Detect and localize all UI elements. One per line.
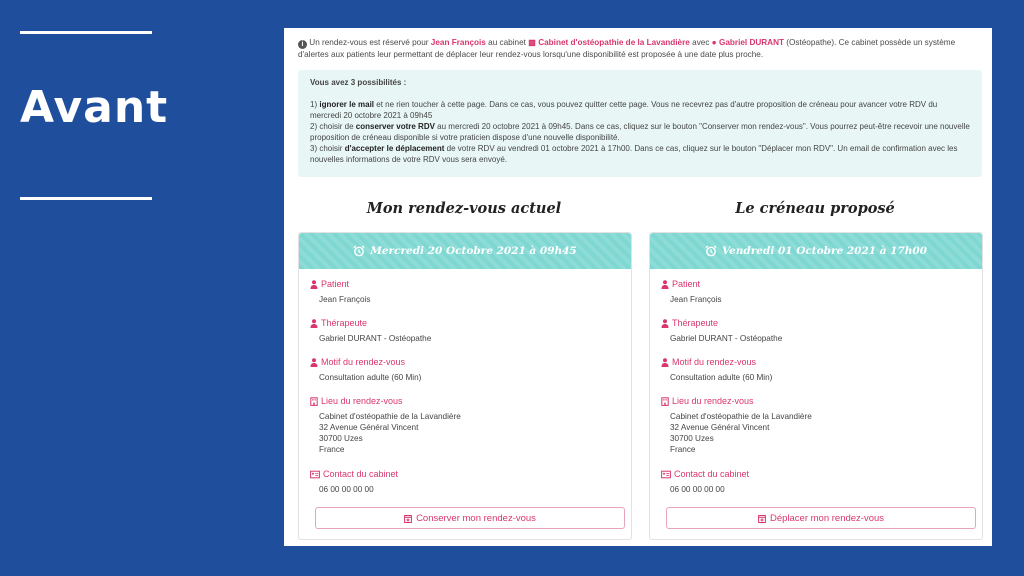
slide-title: Avant <box>20 82 169 133</box>
choice-keyword: conserver votre RDV <box>355 122 435 131</box>
info-icon: i <box>298 40 307 49</box>
move-appointment-button[interactable] <box>666 507 976 529</box>
contact-label: Contact du cabinet <box>674 469 750 479</box>
therapist-field <box>310 318 431 344</box>
calendar-plus-icon <box>404 514 412 523</box>
choice-text: de votre RDV au vendredi 01 octobre 2021 à 17h00. Dans ce cas, cliquez sur le bouton "Déplacer mon RDV". Un email de confirmation avec les nouvelles informations de votre RDV vous sera envoyé. <box>310 144 958 164</box>
therapist-value: Gabriel DURANT - Ostéopathe <box>670 334 783 343</box>
therapist-icon <box>310 319 318 328</box>
contact-field <box>661 469 749 495</box>
current-appointment-heading: Mon rendez-vous actuel <box>366 200 562 217</box>
intro-text: Un rendez-vous est réservé pour <box>309 38 431 47</box>
choice-prefix: 2) choisir de <box>310 122 356 131</box>
patient-field <box>310 279 370 305</box>
reason-icon <box>310 358 318 367</box>
location-line: 30700 Uzes <box>670 434 714 443</box>
therapist-icon <box>661 319 669 328</box>
location-line: 32 Avenue Général Vincent <box>670 423 770 432</box>
cabinet-name-text: Cabinet d'ostéopathie de la Lavandière <box>538 38 690 47</box>
choice-text: et ne rien toucher à cette page. Dans ce cas, vous pouvez quitter cette page. Vous ne recevrez pas d'autre proposition de créneau pour avancer votre RDV du mercredi 20 octobre 2021 à 09h45 <box>310 100 938 120</box>
therapist-label: Thérapeute <box>321 318 368 328</box>
location-field <box>310 396 461 455</box>
patient-field <box>661 279 721 305</box>
contact-card-icon <box>661 470 671 479</box>
choice-text: au mercredi 20 octobre 2021 à 09h45. Dans ce cas, cliquez sur le bouton "Conserver mon rendez-vous". Vous pourrez peut-être recevoir une nouvelle proposition de créneau disponible si votre praticien dispose d'une nouvelle disponibilité. <box>310 122 970 142</box>
therapist-name-text: Gabriel DURANT <box>718 38 785 47</box>
choice-option-3 <box>310 143 970 165</box>
reason-label: Motif du rendez-vous <box>672 357 757 367</box>
reason-field <box>661 357 772 383</box>
location-value <box>661 411 812 455</box>
proposed-date-text: Vendredi 01 Octobre 2021 à 17h00 <box>721 245 928 257</box>
choice-prefix: 1) <box>310 100 320 109</box>
intro-text: (Ostéopathe). Ce cabinet possède un système d'alertes aux patients leur permettant de déplacer leur rendez-vous lorsqu'une disponibilité est proposée à une date plus proche. <box>298 38 956 59</box>
intro-patient-name: Jean François <box>430 38 486 47</box>
location-line: 30700 Uzes <box>319 434 363 443</box>
booking-page-screenshot <box>284 28 992 546</box>
reason-value: Consultation adulte (60 Min) <box>319 373 422 382</box>
intro-text: avec <box>689 38 712 47</box>
choice-option-1 <box>310 99 970 121</box>
location-label: Lieu du rendez-vous <box>672 396 754 406</box>
choice-prefix: 3) choisir <box>310 144 345 153</box>
patient-label: Patient <box>321 279 350 289</box>
patient-value: Jean François <box>670 295 722 304</box>
intro-therapist-name: ● Gabriel DURANT <box>711 38 785 47</box>
current-appointment-card <box>298 232 632 540</box>
proposed-slot-heading: Le créneau proposé <box>735 200 895 217</box>
proposed-slot-card <box>649 232 983 540</box>
therapist-field <box>661 318 782 344</box>
patient-value: Jean François <box>319 295 371 304</box>
location-line: 32 Avenue Général Vincent <box>319 423 419 432</box>
location-field <box>661 396 812 455</box>
current-date-text: Mercredi 20 Octobre 2021 à 09h45 <box>370 245 577 257</box>
reason-icon <box>661 358 669 367</box>
contact-value: 06 00 00 00 00 <box>670 485 725 494</box>
keep-appointment-button[interactable] <box>315 507 625 529</box>
location-line: France <box>670 445 696 454</box>
location-value <box>310 411 461 455</box>
building-icon <box>310 397 318 406</box>
contact-card-icon <box>310 470 320 479</box>
choices-heading: Vous avez 3 possibilités : <box>310 78 407 87</box>
intro-paragraph <box>298 37 982 61</box>
keep-appointment-label: Conserver mon rendez-vous <box>416 512 536 524</box>
top-divider-line <box>20 31 152 34</box>
alarm-clock-icon <box>705 245 717 257</box>
choice-keyword: d'accepter le déplacement <box>344 144 445 153</box>
calendar-plus-icon <box>758 514 766 523</box>
choice-keyword: ignorer le mail <box>319 100 375 109</box>
reason-value: Consultation adulte (60 Min) <box>670 373 773 382</box>
patient-icon <box>310 280 318 289</box>
choice-option-2 <box>310 121 970 143</box>
therapist-value: Gabriel DURANT - Ostéopathe <box>319 334 432 343</box>
choices-box <box>298 70 982 177</box>
patient-icon <box>661 280 669 289</box>
contact-label: Contact du cabinet <box>323 469 399 479</box>
location-label: Lieu du rendez-vous <box>321 396 403 406</box>
bottom-divider-line <box>20 197 152 200</box>
move-appointment-label: Déplacer mon rendez-vous <box>769 512 885 524</box>
intro-text: au cabinet <box>485 38 529 47</box>
therapist-label: Thérapeute <box>672 318 719 328</box>
contact-value: 06 00 00 00 00 <box>319 485 374 494</box>
location-line: Cabinet d'ostéopathie de la Lavandière <box>670 412 812 421</box>
location-line: France <box>319 445 345 454</box>
patient-label: Patient <box>672 279 701 289</box>
proposed-date-header <box>650 233 982 269</box>
reason-label: Motif du rendez-vous <box>321 357 406 367</box>
reason-field <box>310 357 421 383</box>
location-line: Cabinet d'ostéopathie de la Lavandière <box>319 412 461 421</box>
contact-field <box>310 469 398 495</box>
building-icon <box>661 397 669 406</box>
alarm-clock-icon <box>353 245 365 257</box>
current-date-header <box>299 233 631 269</box>
intro-cabinet-name: ▩ Cabinet d'ostéopathie de la Lavandière <box>528 38 690 47</box>
